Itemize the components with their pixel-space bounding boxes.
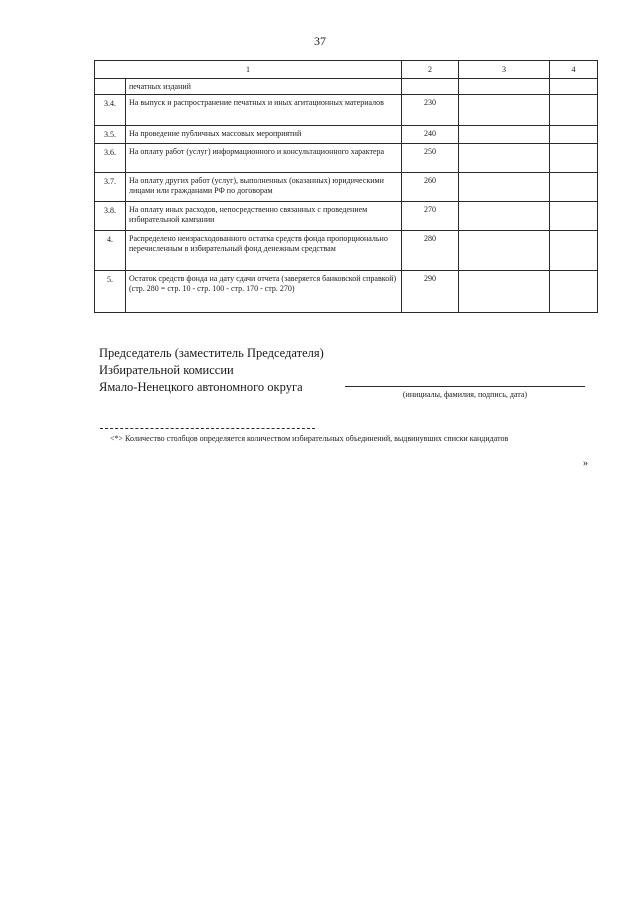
row-number: 3.8. — [95, 202, 126, 231]
page-number: 37 — [314, 34, 326, 48]
row-description: На оплату других работ (услуг), выполненных (оказанных) юридическими лицами или гражданами РФ по договорам — [126, 173, 402, 202]
table-row — [95, 144, 598, 173]
footnote-marker: <*> — [110, 434, 124, 443]
row-col-4 — [550, 126, 598, 144]
row-code — [402, 79, 459, 95]
table-header-row — [95, 61, 598, 79]
closing-quote: » — [583, 458, 588, 469]
row-col-3 — [459, 231, 550, 271]
row-col-4 — [550, 144, 598, 173]
row-col-3 — [459, 144, 550, 173]
row-col-3 — [459, 173, 550, 202]
row-col-4 — [550, 95, 598, 126]
header-col-2: 2 — [402, 61, 459, 79]
signature-block — [99, 345, 324, 396]
header-col-4: 4 — [550, 61, 598, 79]
row-col-4 — [550, 202, 598, 231]
row-col-3 — [459, 126, 550, 144]
row-number: 4. — [95, 231, 126, 271]
row-code: 250 — [402, 144, 459, 173]
footnote-divider — [100, 428, 315, 429]
footnote — [100, 434, 588, 444]
row-number: 5. — [95, 271, 126, 313]
row-description: На оплату иных расходов, непосредственно связанных с проведением избирательной кампании — [126, 202, 402, 231]
row-number — [95, 79, 126, 95]
signature-title-line-2: Избирательной комиссии — [99, 363, 234, 377]
row-code: 260 — [402, 173, 459, 202]
signature-title-line-1: Председатель (заместитель Председателя) — [99, 346, 324, 360]
row-col-3 — [459, 95, 550, 126]
row-code: 290 — [402, 271, 459, 313]
row-col-4 — [550, 271, 598, 313]
row-col-3 — [459, 271, 550, 313]
row-number: 3.4. — [95, 95, 126, 126]
header-col-1: 1 — [95, 61, 402, 79]
signature-caption: (инициалы, фамилия, подпись, дата) — [402, 390, 528, 399]
table-row — [95, 202, 598, 231]
row-code: 280 — [402, 231, 459, 271]
row-number: 3.5. — [95, 126, 126, 144]
row-col-4 — [550, 79, 598, 95]
table-row — [95, 126, 598, 144]
row-description: Остаток средств фонда на дату сдачи отчета (заверяется банковской справкой) (стр. 280 = стр. 10 - стр. 100 - стр. 170 - стр. 270) — [126, 271, 402, 313]
footnote-text: Количество столбцов определяется количеством избирательных объединений, выдвинувших списки кандидатов — [125, 434, 509, 443]
row-number: 3.6. — [95, 144, 126, 173]
row-description: На проведение публичных массовых мероприятий — [126, 126, 402, 144]
table-row — [95, 79, 598, 95]
header-col-3: 3 — [459, 61, 550, 79]
row-col-3 — [459, 202, 550, 231]
table-row — [95, 173, 598, 202]
row-description: На оплату работ (услуг) информационного и консультационного характера — [126, 144, 402, 173]
row-code: 270 — [402, 202, 459, 231]
row-col-4 — [550, 231, 598, 271]
row-code: 240 — [402, 126, 459, 144]
signature-title-line-3: Ямало-Ненецкого автономного округа — [99, 380, 303, 394]
row-col-4 — [550, 173, 598, 202]
table-row — [95, 95, 598, 126]
table-row — [95, 271, 598, 313]
row-number: 3.7. — [95, 173, 126, 202]
table-row — [95, 231, 598, 271]
row-description: Распределено неизрасходованного остатка средств фонда пропорционально перечисленным в избирательный фонд денежным средствам — [126, 231, 402, 271]
financial-report-table — [94, 60, 598, 313]
row-description: На выпуск и распространение печатных и иных агитационных материалов — [126, 95, 402, 126]
row-description: печатных изданий — [126, 79, 402, 95]
row-code: 230 — [402, 95, 459, 126]
row-col-3 — [459, 79, 550, 95]
signature-line — [345, 386, 585, 387]
